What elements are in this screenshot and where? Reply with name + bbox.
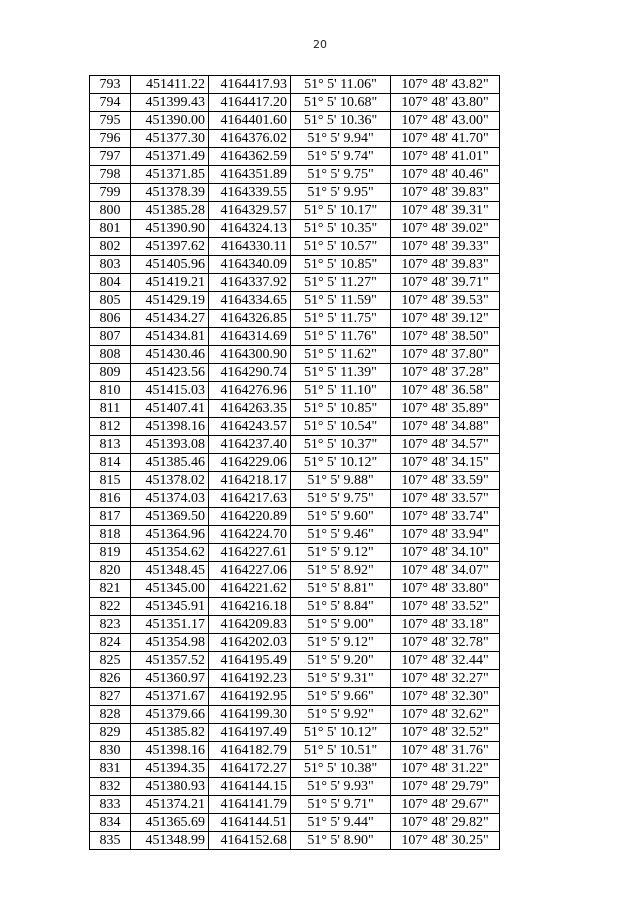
point-number-cell: 817 — [90, 508, 131, 526]
x-coordinate-cell: 451380.93 — [131, 778, 209, 796]
x-coordinate-cell: 451345.00 — [131, 580, 209, 598]
coordinates-table-body — [90, 76, 500, 850]
page-number: 20 — [313, 38, 327, 51]
point-number-cell: 807 — [90, 328, 131, 346]
point-number-cell: 809 — [90, 364, 131, 382]
longitude-cell: 107° 48' 39.12" — [391, 310, 500, 328]
latitude-cell: 51° 5' 9.31" — [291, 670, 391, 688]
y-coordinate-cell: 4164324.13 — [209, 220, 291, 238]
y-coordinate-cell: 4164417.20 — [209, 94, 291, 112]
latitude-cell: 51° 5' 10.36" — [291, 112, 391, 130]
point-number-cell: 831 — [90, 760, 131, 778]
x-coordinate-cell: 451371.49 — [131, 148, 209, 166]
y-coordinate-cell: 4164329.57 — [209, 202, 291, 220]
point-number-cell: 793 — [90, 76, 131, 94]
longitude-cell: 107° 48' 31.22" — [391, 760, 500, 778]
table-row — [90, 346, 500, 364]
x-coordinate-cell: 451348.45 — [131, 562, 209, 580]
y-coordinate-cell: 4164339.55 — [209, 184, 291, 202]
table-row — [90, 580, 500, 598]
y-coordinate-cell: 4164290.74 — [209, 364, 291, 382]
y-coordinate-cell: 4164192.95 — [209, 688, 291, 706]
point-number-cell: 821 — [90, 580, 131, 598]
point-number-cell: 816 — [90, 490, 131, 508]
y-coordinate-cell: 4164314.69 — [209, 328, 291, 346]
y-coordinate-cell: 4164376.02 — [209, 130, 291, 148]
table-row — [90, 472, 500, 490]
latitude-cell: 51° 5' 9.20" — [291, 652, 391, 670]
longitude-cell: 107° 48' 34.57" — [391, 436, 500, 454]
point-number-cell: 824 — [90, 634, 131, 652]
latitude-cell: 51° 5' 10.38" — [291, 760, 391, 778]
x-coordinate-cell: 451411.22 — [131, 76, 209, 94]
latitude-cell: 51° 5' 9.75" — [291, 490, 391, 508]
point-number-cell: 804 — [90, 274, 131, 292]
table-row — [90, 112, 500, 130]
longitude-cell: 107° 48' 32.78" — [391, 634, 500, 652]
x-coordinate-cell: 451407.41 — [131, 400, 209, 418]
table-row — [90, 616, 500, 634]
longitude-cell: 107° 48' 39.02" — [391, 220, 500, 238]
longitude-cell: 107° 48' 39.71" — [391, 274, 500, 292]
x-coordinate-cell: 451405.96 — [131, 256, 209, 274]
point-number-cell: 822 — [90, 598, 131, 616]
latitude-cell: 51° 5' 10.57" — [291, 238, 391, 256]
point-number-cell: 812 — [90, 418, 131, 436]
latitude-cell: 51° 5' 9.66" — [291, 688, 391, 706]
table-row — [90, 436, 500, 454]
y-coordinate-cell: 4164330.11 — [209, 238, 291, 256]
latitude-cell: 51° 5' 8.92" — [291, 562, 391, 580]
latitude-cell: 51° 5' 10.12" — [291, 724, 391, 742]
longitude-cell: 107° 48' 33.59" — [391, 472, 500, 490]
point-number-cell: 810 — [90, 382, 131, 400]
y-coordinate-cell: 4164202.03 — [209, 634, 291, 652]
longitude-cell: 107° 48' 31.76" — [391, 742, 500, 760]
latitude-cell: 51° 5' 11.62" — [291, 346, 391, 364]
longitude-cell: 107° 48' 32.62" — [391, 706, 500, 724]
longitude-cell: 107° 48' 39.83" — [391, 256, 500, 274]
point-number-cell: 827 — [90, 688, 131, 706]
longitude-cell: 107° 48' 34.15" — [391, 454, 500, 472]
table-row — [90, 310, 500, 328]
x-coordinate-cell: 451385.82 — [131, 724, 209, 742]
x-coordinate-cell: 451360.97 — [131, 670, 209, 688]
latitude-cell: 51° 5' 8.90" — [291, 832, 391, 850]
point-number-cell: 829 — [90, 724, 131, 742]
point-number-cell: 813 — [90, 436, 131, 454]
y-coordinate-cell: 4164334.65 — [209, 292, 291, 310]
x-coordinate-cell: 451399.43 — [131, 94, 209, 112]
table-row — [90, 202, 500, 220]
point-number-cell: 823 — [90, 616, 131, 634]
y-coordinate-cell: 4164224.70 — [209, 526, 291, 544]
y-coordinate-cell: 4164276.96 — [209, 382, 291, 400]
y-coordinate-cell: 4164141.79 — [209, 796, 291, 814]
latitude-cell: 51° 5' 11.27" — [291, 274, 391, 292]
longitude-cell: 107° 48' 39.33" — [391, 238, 500, 256]
x-coordinate-cell: 451393.08 — [131, 436, 209, 454]
longitude-cell: 107° 48' 43.00" — [391, 112, 500, 130]
longitude-cell: 107° 48' 33.80" — [391, 580, 500, 598]
table-row — [90, 328, 500, 346]
y-coordinate-cell: 4164263.35 — [209, 400, 291, 418]
table-row — [90, 796, 500, 814]
latitude-cell: 51° 5' 10.51" — [291, 742, 391, 760]
latitude-cell: 51° 5' 9.75" — [291, 166, 391, 184]
longitude-cell: 107° 48' 30.25" — [391, 832, 500, 850]
point-number-cell: 795 — [90, 112, 131, 130]
latitude-cell: 51° 5' 9.88" — [291, 472, 391, 490]
x-coordinate-cell: 451354.98 — [131, 634, 209, 652]
table-row — [90, 742, 500, 760]
table-row — [90, 544, 500, 562]
x-coordinate-cell: 451398.16 — [131, 742, 209, 760]
table-row — [90, 94, 500, 112]
x-coordinate-cell: 451390.00 — [131, 112, 209, 130]
table-row — [90, 292, 500, 310]
x-coordinate-cell: 451385.46 — [131, 454, 209, 472]
latitude-cell: 51° 5' 10.68" — [291, 94, 391, 112]
x-coordinate-cell: 451385.28 — [131, 202, 209, 220]
latitude-cell: 51° 5' 10.85" — [291, 400, 391, 418]
point-number-cell: 803 — [90, 256, 131, 274]
point-number-cell: 825 — [90, 652, 131, 670]
x-coordinate-cell: 451430.46 — [131, 346, 209, 364]
longitude-cell: 107° 48' 41.70" — [391, 130, 500, 148]
point-number-cell: 814 — [90, 454, 131, 472]
latitude-cell: 51° 5' 9.12" — [291, 634, 391, 652]
point-number-cell: 818 — [90, 526, 131, 544]
longitude-cell: 107° 48' 29.67" — [391, 796, 500, 814]
point-number-cell: 799 — [90, 184, 131, 202]
latitude-cell: 51° 5' 9.44" — [291, 814, 391, 832]
latitude-cell: 51° 5' 9.12" — [291, 544, 391, 562]
table-row — [90, 220, 500, 238]
x-coordinate-cell: 451434.81 — [131, 328, 209, 346]
table-row — [90, 688, 500, 706]
y-coordinate-cell: 4164144.15 — [209, 778, 291, 796]
latitude-cell: 51° 5' 10.35" — [291, 220, 391, 238]
table-row — [90, 778, 500, 796]
x-coordinate-cell: 451364.96 — [131, 526, 209, 544]
table-row — [90, 454, 500, 472]
x-coordinate-cell: 451371.85 — [131, 166, 209, 184]
point-number-cell: 798 — [90, 166, 131, 184]
point-number-cell: 796 — [90, 130, 131, 148]
table-row — [90, 652, 500, 670]
x-coordinate-cell: 451377.30 — [131, 130, 209, 148]
longitude-cell: 107° 48' 34.07" — [391, 562, 500, 580]
point-number-cell: 797 — [90, 148, 131, 166]
table-row — [90, 490, 500, 508]
longitude-cell: 107° 48' 35.89" — [391, 400, 500, 418]
table-row — [90, 634, 500, 652]
longitude-cell: 107° 48' 41.01" — [391, 148, 500, 166]
x-coordinate-cell: 451348.99 — [131, 832, 209, 850]
longitude-cell: 107° 48' 32.44" — [391, 652, 500, 670]
x-coordinate-cell: 451398.16 — [131, 418, 209, 436]
table-row — [90, 166, 500, 184]
latitude-cell: 51° 5' 10.54" — [291, 418, 391, 436]
point-number-cell: 832 — [90, 778, 131, 796]
table-row — [90, 184, 500, 202]
table-row — [90, 400, 500, 418]
latitude-cell: 51° 5' 11.06" — [291, 76, 391, 94]
latitude-cell: 51° 5' 10.17" — [291, 202, 391, 220]
table-row — [90, 706, 500, 724]
longitude-cell: 107° 48' 39.83" — [391, 184, 500, 202]
x-coordinate-cell: 451365.69 — [131, 814, 209, 832]
latitude-cell: 51° 5' 8.81" — [291, 580, 391, 598]
x-coordinate-cell: 451394.35 — [131, 760, 209, 778]
latitude-cell: 51° 5' 9.46" — [291, 526, 391, 544]
point-number-cell: 806 — [90, 310, 131, 328]
longitude-cell: 107° 48' 33.74" — [391, 508, 500, 526]
table-row — [90, 76, 500, 94]
table-row — [90, 364, 500, 382]
y-coordinate-cell: 4164237.40 — [209, 436, 291, 454]
y-coordinate-cell: 4164199.30 — [209, 706, 291, 724]
x-coordinate-cell: 451374.03 — [131, 490, 209, 508]
y-coordinate-cell: 4164144.51 — [209, 814, 291, 832]
table-row — [90, 130, 500, 148]
y-coordinate-cell: 4164216.18 — [209, 598, 291, 616]
y-coordinate-cell: 4164221.62 — [209, 580, 291, 598]
point-number-cell: 808 — [90, 346, 131, 364]
longitude-cell: 107° 48' 37.80" — [391, 346, 500, 364]
longitude-cell: 107° 48' 33.57" — [391, 490, 500, 508]
y-coordinate-cell: 4164227.61 — [209, 544, 291, 562]
latitude-cell: 51° 5' 9.92" — [291, 706, 391, 724]
latitude-cell: 51° 5' 9.93" — [291, 778, 391, 796]
point-number-cell: 805 — [90, 292, 131, 310]
y-coordinate-cell: 4164172.27 — [209, 760, 291, 778]
x-coordinate-cell: 451397.62 — [131, 238, 209, 256]
point-number-cell: 820 — [90, 562, 131, 580]
point-number-cell: 835 — [90, 832, 131, 850]
table-row — [90, 814, 500, 832]
longitude-cell: 107° 48' 36.58" — [391, 382, 500, 400]
point-number-cell: 834 — [90, 814, 131, 832]
table-row — [90, 382, 500, 400]
x-coordinate-cell: 451345.91 — [131, 598, 209, 616]
longitude-cell: 107° 48' 43.82" — [391, 76, 500, 94]
latitude-cell: 51° 5' 9.74" — [291, 148, 391, 166]
longitude-cell: 107° 48' 43.80" — [391, 94, 500, 112]
longitude-cell: 107° 48' 29.82" — [391, 814, 500, 832]
y-coordinate-cell: 4164326.85 — [209, 310, 291, 328]
x-coordinate-cell: 451371.67 — [131, 688, 209, 706]
latitude-cell: 51° 5' 9.71" — [291, 796, 391, 814]
longitude-cell: 107° 48' 29.79" — [391, 778, 500, 796]
y-coordinate-cell: 4164195.49 — [209, 652, 291, 670]
point-number-cell: 828 — [90, 706, 131, 724]
longitude-cell: 107° 48' 34.10" — [391, 544, 500, 562]
y-coordinate-cell: 4164209.83 — [209, 616, 291, 634]
point-number-cell: 819 — [90, 544, 131, 562]
y-coordinate-cell: 4164227.06 — [209, 562, 291, 580]
longitude-cell: 107° 48' 37.28" — [391, 364, 500, 382]
latitude-cell: 51° 5' 11.76" — [291, 328, 391, 346]
table-row — [90, 274, 500, 292]
table-row — [90, 418, 500, 436]
latitude-cell: 51° 5' 9.60" — [291, 508, 391, 526]
x-coordinate-cell: 451378.39 — [131, 184, 209, 202]
longitude-cell: 107° 48' 32.52" — [391, 724, 500, 742]
point-number-cell: 830 — [90, 742, 131, 760]
point-number-cell: 815 — [90, 472, 131, 490]
x-coordinate-cell: 451354.62 — [131, 544, 209, 562]
longitude-cell: 107° 48' 33.94" — [391, 526, 500, 544]
y-coordinate-cell: 4164229.06 — [209, 454, 291, 472]
x-coordinate-cell: 451429.19 — [131, 292, 209, 310]
x-coordinate-cell: 451369.50 — [131, 508, 209, 526]
x-coordinate-cell: 451378.02 — [131, 472, 209, 490]
point-number-cell: 811 — [90, 400, 131, 418]
y-coordinate-cell: 4164217.63 — [209, 490, 291, 508]
coordinates-table — [89, 75, 500, 850]
y-coordinate-cell: 4164182.79 — [209, 742, 291, 760]
y-coordinate-cell: 4164218.17 — [209, 472, 291, 490]
x-coordinate-cell: 451374.21 — [131, 796, 209, 814]
table-row — [90, 724, 500, 742]
point-number-cell: 794 — [90, 94, 131, 112]
y-coordinate-cell: 4164192.23 — [209, 670, 291, 688]
table-row — [90, 760, 500, 778]
latitude-cell: 51° 5' 9.00" — [291, 616, 391, 634]
x-coordinate-cell: 451357.52 — [131, 652, 209, 670]
y-coordinate-cell: 4164417.93 — [209, 76, 291, 94]
latitude-cell: 51° 5' 9.95" — [291, 184, 391, 202]
y-coordinate-cell: 4164401.60 — [209, 112, 291, 130]
longitude-cell: 107° 48' 40.46" — [391, 166, 500, 184]
x-coordinate-cell: 451351.17 — [131, 616, 209, 634]
x-coordinate-cell: 451434.27 — [131, 310, 209, 328]
table-row — [90, 832, 500, 850]
y-coordinate-cell: 4164243.57 — [209, 418, 291, 436]
longitude-cell: 107° 48' 33.52" — [391, 598, 500, 616]
y-coordinate-cell: 4164220.89 — [209, 508, 291, 526]
point-number-cell: 833 — [90, 796, 131, 814]
y-coordinate-cell: 4164351.89 — [209, 166, 291, 184]
y-coordinate-cell: 4164337.92 — [209, 274, 291, 292]
latitude-cell: 51° 5' 10.85" — [291, 256, 391, 274]
y-coordinate-cell: 4164152.68 — [209, 832, 291, 850]
table-row — [90, 256, 500, 274]
point-number-cell: 826 — [90, 670, 131, 688]
table-row — [90, 238, 500, 256]
latitude-cell: 51° 5' 11.10" — [291, 382, 391, 400]
latitude-cell: 51° 5' 11.75" — [291, 310, 391, 328]
y-coordinate-cell: 4164197.49 — [209, 724, 291, 742]
x-coordinate-cell: 451415.03 — [131, 382, 209, 400]
latitude-cell: 51° 5' 10.12" — [291, 454, 391, 472]
y-coordinate-cell: 4164362.59 — [209, 148, 291, 166]
point-number-cell: 800 — [90, 202, 131, 220]
longitude-cell: 107° 48' 32.27" — [391, 670, 500, 688]
x-coordinate-cell: 451419.21 — [131, 274, 209, 292]
latitude-cell: 51° 5' 9.94" — [291, 130, 391, 148]
longitude-cell: 107° 48' 39.53" — [391, 292, 500, 310]
table-row — [90, 598, 500, 616]
table-row — [90, 148, 500, 166]
table-row — [90, 670, 500, 688]
table-row — [90, 526, 500, 544]
x-coordinate-cell: 451379.66 — [131, 706, 209, 724]
x-coordinate-cell: 451390.90 — [131, 220, 209, 238]
longitude-cell: 107° 48' 32.30" — [391, 688, 500, 706]
longitude-cell: 107° 48' 33.18" — [391, 616, 500, 634]
y-coordinate-cell: 4164340.09 — [209, 256, 291, 274]
table-row — [90, 508, 500, 526]
latitude-cell: 51° 5' 8.84" — [291, 598, 391, 616]
latitude-cell: 51° 5' 11.39" — [291, 364, 391, 382]
y-coordinate-cell: 4164300.90 — [209, 346, 291, 364]
latitude-cell: 51° 5' 11.59" — [291, 292, 391, 310]
latitude-cell: 51° 5' 10.37" — [291, 436, 391, 454]
table-row — [90, 562, 500, 580]
longitude-cell: 107° 48' 39.31" — [391, 202, 500, 220]
x-coordinate-cell: 451423.56 — [131, 364, 209, 382]
point-number-cell: 802 — [90, 238, 131, 256]
longitude-cell: 107° 48' 38.50" — [391, 328, 500, 346]
longitude-cell: 107° 48' 34.88" — [391, 418, 500, 436]
point-number-cell: 801 — [90, 220, 131, 238]
